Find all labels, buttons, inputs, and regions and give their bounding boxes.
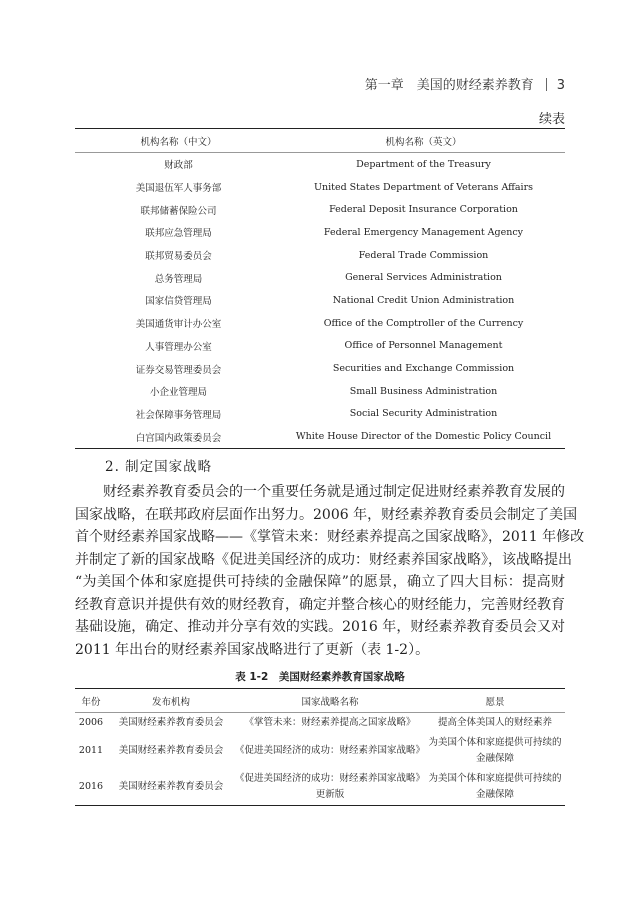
agency-name-zh: 白宫国内政策委员会 [135, 432, 222, 444]
section-heading: 2. 制定国家战略 [105, 459, 213, 475]
agency-name-en: Department of the Treasury [356, 158, 491, 170]
text-line: 国家战略，在联邦政府层面作出努力。2006 年，财经素养教育委员会制定了美国 [75, 506, 578, 523]
column-header: 机构名称（英文） [282, 129, 565, 153]
vision: 提高全体美国人的财经素养 [437, 717, 552, 728]
agency-name-en: Federal Emergency Management Agency [323, 226, 524, 238]
agency-name-zh: 联邦贸易委员会 [145, 251, 212, 263]
agency-name-en: Federal Deposit Insurance Corporation [329, 204, 518, 216]
vision: 为美国个体和家庭提供可持续的金融保障 [428, 737, 562, 764]
agency-name-en: General Services Administration [345, 272, 502, 284]
publisher: 美国财经素养教育委员会 [118, 781, 224, 792]
text-line: 财经素养教育委员会的一个重要任务就是通过制定促进财经素养教育发展的 [103, 484, 565, 500]
strategy-name: 《掌管未来：财经素养提高之国家战略》 [244, 717, 416, 728]
agency-name-en: National Credit Union Administration [332, 294, 515, 306]
column-header: 年份 [75, 689, 107, 713]
text-line: 首个财经素养国家战略——《掌管未来：财经素养提高之国家战略》，2011 年修改 [75, 529, 585, 545]
column-header: 机构名称（中文） [75, 129, 282, 153]
text-line: 并制定了新的国家战略《促进美国经济的成功：财经素养国家战略》，该战略提出 [75, 551, 572, 568]
table-row [75, 769, 565, 806]
agency-name-zh: 联邦应急管理局 [145, 228, 212, 240]
publisher: 美国财经素养教育委员会 [118, 717, 224, 728]
agency-name-en: White House Director of the Domestic Policy Council [295, 431, 552, 443]
table-row [75, 403, 565, 426]
content-flow [75, 457, 585, 806]
year: 2011 [78, 745, 104, 756]
table-row [75, 176, 565, 199]
table-row [75, 425, 565, 448]
agency-name-zh: 总务管理局 [154, 273, 203, 285]
agency-name-zh: 证券交易管理委员会 [135, 364, 222, 376]
table-row [75, 289, 565, 312]
running-header [365, 74, 565, 93]
agency-name-zh: 人事管理办公室 [145, 341, 212, 353]
agency-table [75, 128, 565, 449]
table-row [75, 153, 565, 176]
text-line: “为美国个体和家庭提供可持续的金融保障”的愿景，确立了四大目标：提高财 [75, 574, 565, 590]
strategy-name: 《促进美国经济的成功：财经素养国家战略》更新版 [235, 773, 426, 800]
agency-name-en: Small Business Administration [349, 385, 498, 397]
table-row [75, 357, 565, 380]
agency-name-zh: 美国退伍军人事务部 [135, 183, 222, 195]
agency-name-en: United States Department of Veterans Affairs [313, 181, 534, 193]
agency-name-zh: 小企业管理局 [149, 387, 207, 399]
text-line: 2011 年出台的财经素养国家战略进行了更新（表 1-2）。 [75, 641, 430, 658]
table-row [75, 713, 565, 734]
year: 2006 [78, 717, 104, 728]
column-header: 愿景 [425, 689, 565, 713]
column-header: 发布机构 [107, 689, 235, 713]
strategy-table [75, 688, 565, 806]
table-caption: 表 1-2 美国财经素养教育国家战略 [235, 671, 405, 683]
table-row [75, 733, 565, 769]
table-row [75, 244, 565, 267]
table-row [75, 380, 565, 403]
year: 2016 [78, 781, 104, 792]
text-line: 经教育意识并提供有效的财经教育，确定并整合核心的财经能力，完善财经教育 [75, 596, 565, 613]
agency-name-zh: 国家信贷管理局 [145, 296, 212, 308]
body-paragraph [75, 481, 585, 661]
table-row [75, 198, 565, 221]
strategy-name: 《促进美国经济的成功：财经素养国家战略》 [235, 745, 426, 756]
agency-name-en: Social Security Administration [349, 408, 498, 420]
text-line: 基础设施，确定、推动并分享有效的实践。2016 年，财经素养教育委员会又对 [75, 619, 565, 635]
agency-name-zh: 联邦储蓄保险公司 [140, 205, 217, 217]
agency-name-en: Office of the Comptroller of the Currency [323, 317, 524, 329]
table-row [75, 312, 565, 335]
table-continued-label: 续表 [538, 112, 565, 127]
vision: 为美国个体和家庭提供可持续的金融保障 [428, 773, 562, 800]
column-header: 国家战略名称 [235, 689, 425, 713]
table-row [75, 221, 565, 244]
table-row [75, 335, 565, 358]
page-number: 3 [556, 78, 565, 93]
agency-name-en: Federal Trade Commission [358, 249, 489, 261]
agency-name-en: Securities and Exchange Commission [332, 363, 515, 375]
chapter-title: 第一章 美国的财经素养教育 [364, 78, 534, 93]
agency-name-zh: 美国通货审计办公室 [135, 319, 222, 331]
agency-name-en: Office of Personnel Management [344, 340, 503, 352]
header-divider [546, 78, 547, 91]
agency-name-zh: 财政部 [164, 160, 193, 172]
publisher: 美国财经素养教育委员会 [118, 745, 224, 756]
table-row [75, 266, 565, 289]
agency-name-zh: 社会保障事务管理局 [135, 409, 222, 421]
